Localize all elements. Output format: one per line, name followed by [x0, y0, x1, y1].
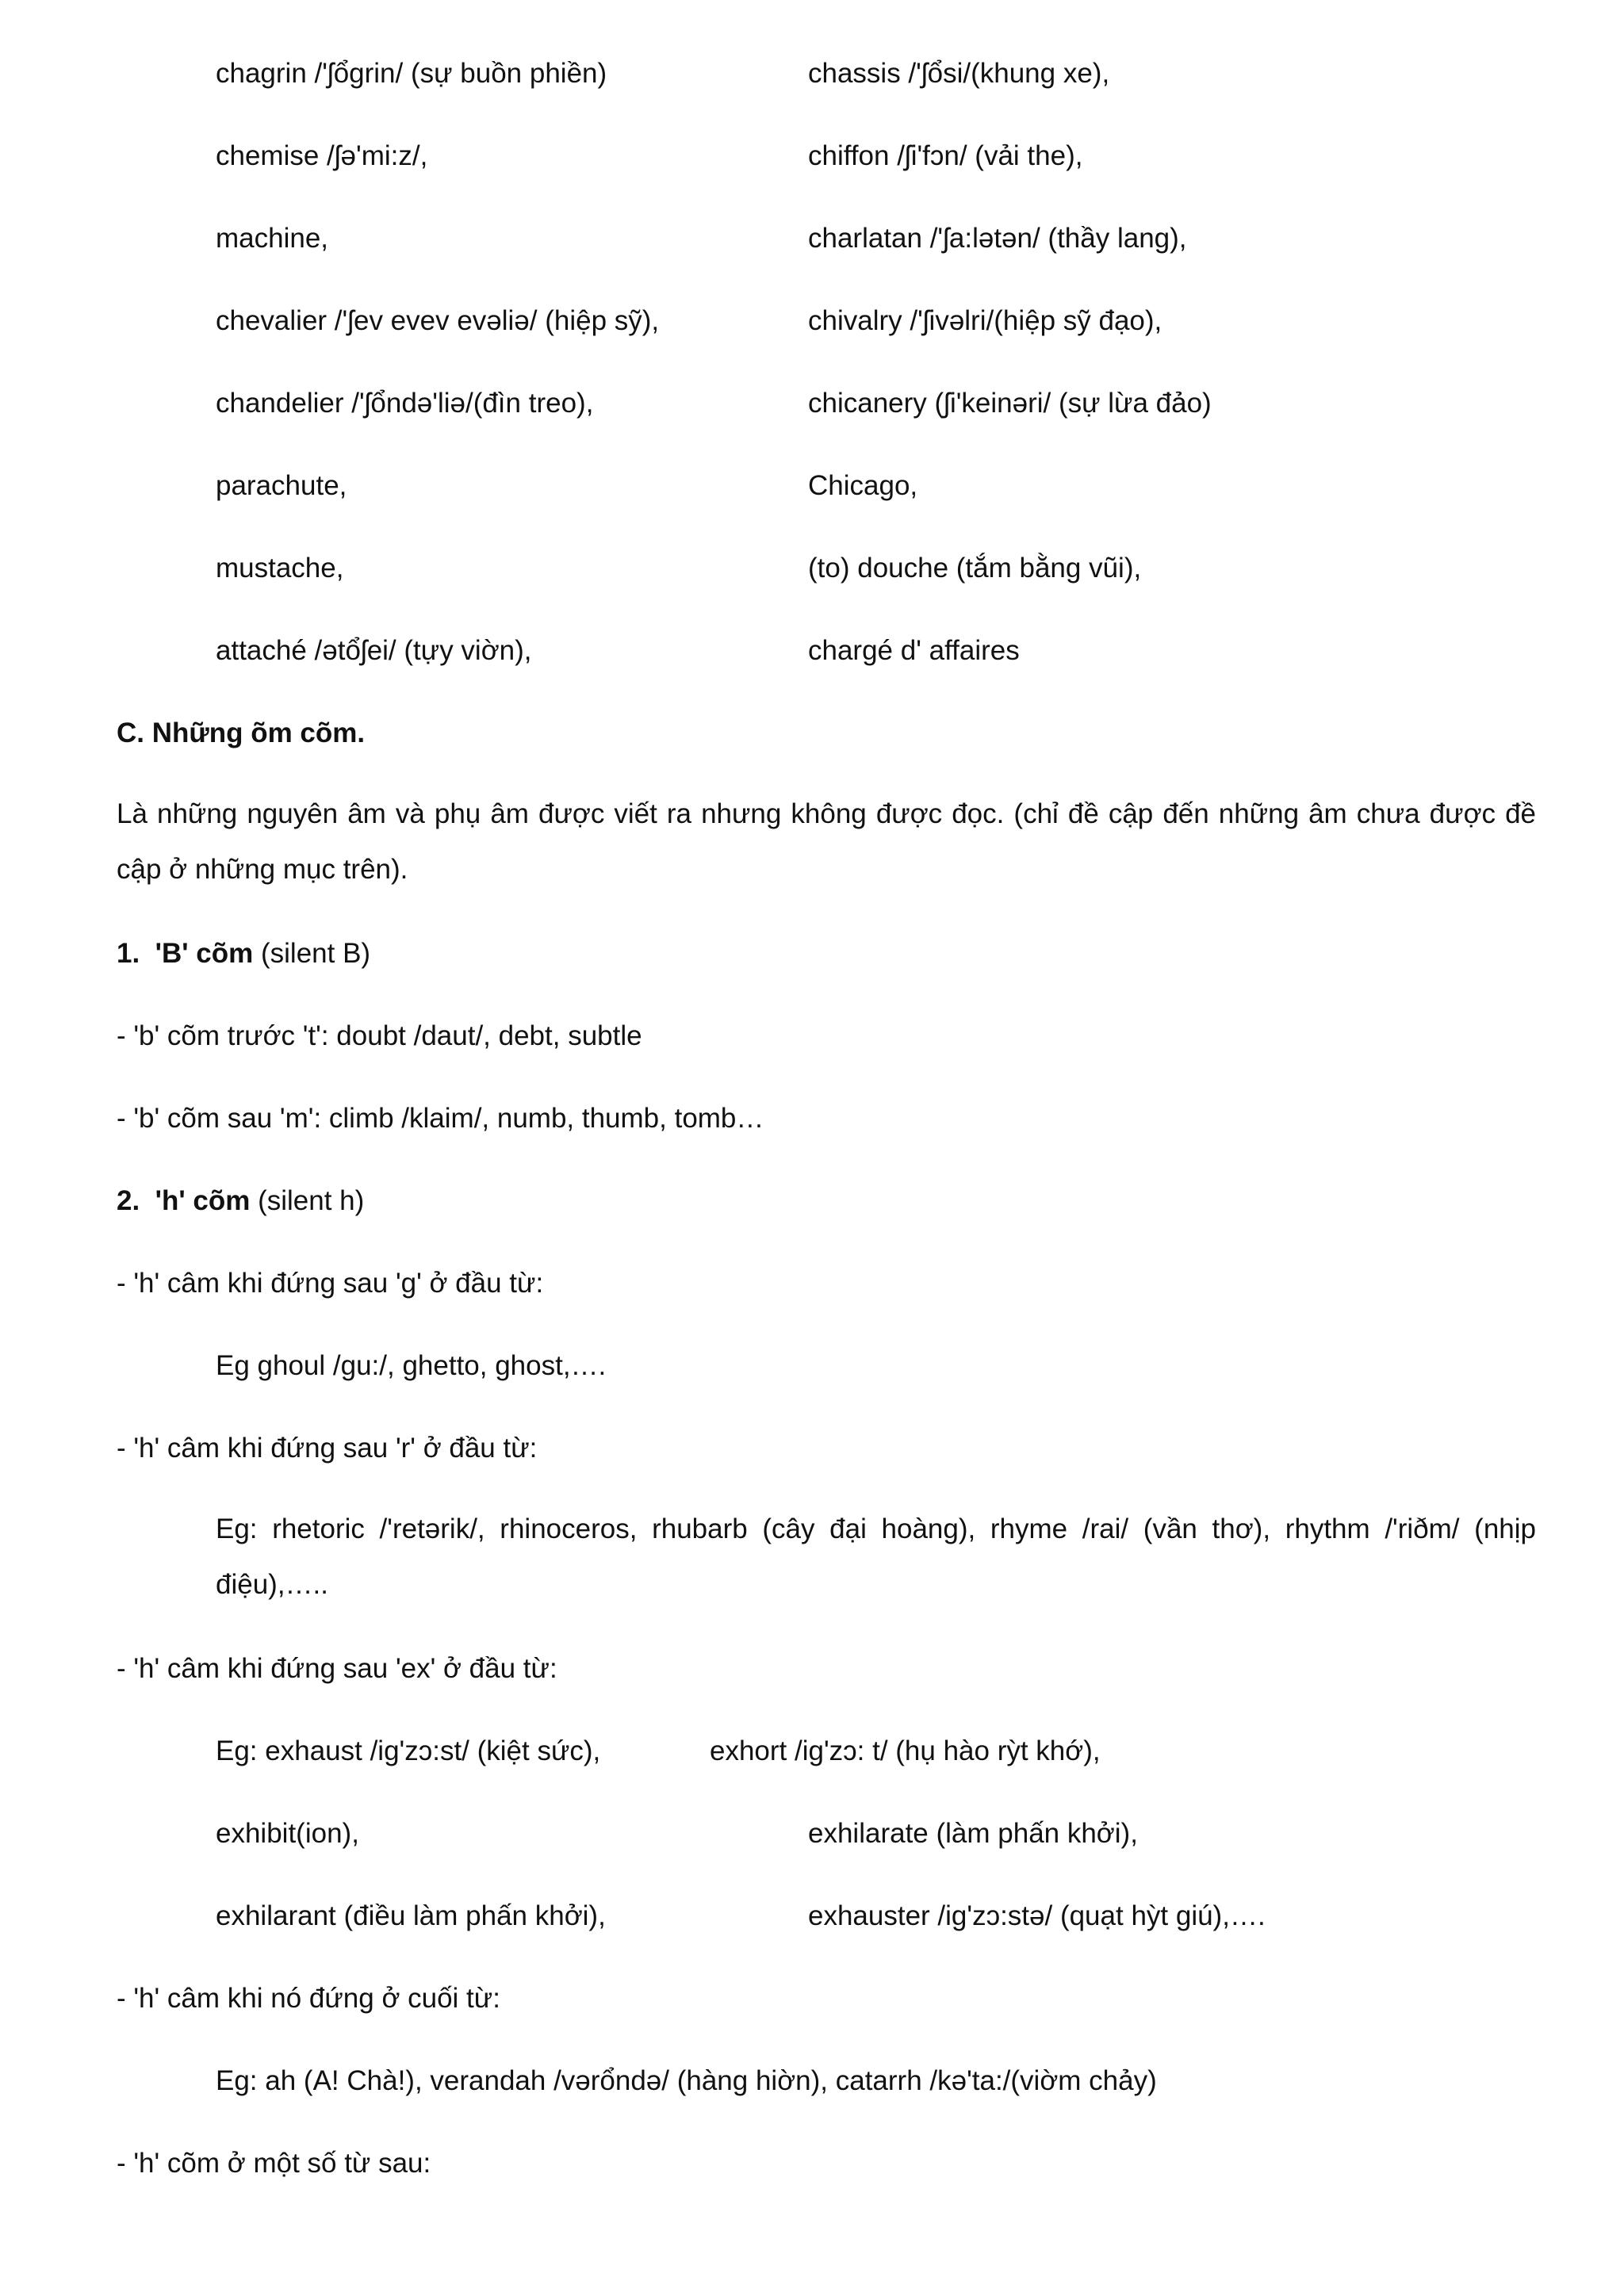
section-heading: C. Những õm cõm.: [117, 718, 366, 748]
item-title: 'h' cõm: [155, 1185, 251, 1216]
vocab-right: Chicago,: [808, 470, 918, 501]
rule-line: - 'h' cõm ở một số từ sau:: [117, 2148, 431, 2179]
vocab-row: [117, 140, 1544, 179]
example-right: exhauster /ig'zɔ:stə/ (quạt hỳt giú),….: [808, 1900, 1266, 1931]
vocab-left: chagrin /'ʃổgrin/ (sự buồn phiền): [216, 58, 607, 89]
example-right: exhilarate (làm phấn khởi),: [808, 1818, 1138, 1849]
vocab-right: chiffon /ʃi'fɔn/ (vải the),: [808, 140, 1083, 171]
rule-line: - 'b' cõm sau 'm': climb /klaim/, numb, thumb, tomb…: [117, 1103, 764, 1134]
vocab-left: chandelier /'ʃổndə'liə/(đìn treo),: [216, 388, 594, 419]
item-heading: [117, 1184, 1544, 1218]
example-right: exhort /ig'zɔ: t/ (hụ hào rỳt khớ),: [710, 1735, 1101, 1766]
example-row: [117, 1735, 1544, 1774]
vocab-left: mustache,: [216, 553, 344, 584]
example-line: Eg ghoul /gu:/, ghetto, ghost,….: [216, 1350, 607, 1381]
vocab-left: machine,: [216, 223, 329, 254]
example-row: [117, 1817, 1544, 1857]
vocab-left: parachute,: [216, 470, 347, 501]
example-paragraph: Eg: rhetoric /'retərik/, rhinoceros, rhubarb (cây đại hoàng), rhyme /rai/ (vần thơ), rhythm /'riðm/ (nhịp điệu),…..: [216, 1513, 1536, 1600]
example-left: exhibit(ion),: [216, 1818, 359, 1849]
item-title: 'B' cõm: [155, 938, 254, 969]
vocab-row: [117, 469, 1544, 509]
vocab-right: chargé d' affaires: [808, 635, 1020, 666]
vocab-row: [117, 387, 1544, 427]
vocab-row: [117, 57, 1544, 97]
vocab-right: charlatan /'ʃa:lətən/ (thầy lang),: [808, 223, 1187, 254]
rule-line: - 'h' câm khi đứng sau 'r' ở đầu từ:: [117, 1433, 538, 1464]
vocab-right: chicanery (ʃi'keinəri/ (sự lừa đảo): [808, 388, 1212, 419]
example-line: Eg: ah (A! Chà!), verandah /vərổndə/ (hàng hiờn), catarrh /kə'ta:/(viờm chảy): [216, 2065, 1157, 2096]
vocab-right: chivalry /'ʃivəlri/(hiệp sỹ đạo),: [808, 305, 1162, 336]
vocab-left: chevalier /'ʃev evev evəliə/ (hiệp sỹ),: [216, 305, 660, 336]
vocab-right: chassis /'ʃổsi/(khung xe),: [808, 58, 1110, 89]
example-left: exhilarant (điều làm phấn khởi),: [216, 1900, 606, 1931]
item-heading: [117, 937, 1544, 970]
rule-line: - 'b' cõm trước 't': doubt /daut/, debt, subtle: [117, 1020, 642, 1051]
vocab-left: chemise /ʃə'mi:z/,: [216, 140, 428, 171]
section-intro: Là những nguyên âm và phụ âm được viết ra nhưng không được đọc. (chỉ đề cập đến những âm chưa được đề cập ở những mục trên).: [117, 798, 1536, 885]
example-left: Eg: exhaust /ig'zɔ:st/ (kiệt sức),: [216, 1735, 601, 1766]
example-row: [117, 1900, 1544, 1939]
vocab-row: [117, 222, 1544, 262]
vocab-right: (to) douche (tắm bằng vũi),: [808, 553, 1142, 584]
vocab-row: [117, 304, 1544, 344]
item-number: 2.: [117, 1185, 140, 1216]
rule-line: - 'h' câm khi đứng sau 'g' ở đầu từ:: [117, 1268, 544, 1299]
item-subtitle: (silent B): [253, 938, 371, 969]
vocab-row: [117, 552, 1544, 591]
rule-line: - 'h' câm khi nó đứng ở cuối từ:: [117, 1983, 500, 2014]
item-number: 1.: [117, 938, 140, 969]
vocab-row: [117, 634, 1544, 674]
vocab-left: attaché /ətổʃei/ (tựy viờn),: [216, 635, 532, 666]
rule-line: - 'h' câm khi đứng sau 'ex' ở đầu từ:: [117, 1653, 557, 1684]
item-subtitle: (silent h): [250, 1185, 365, 1216]
